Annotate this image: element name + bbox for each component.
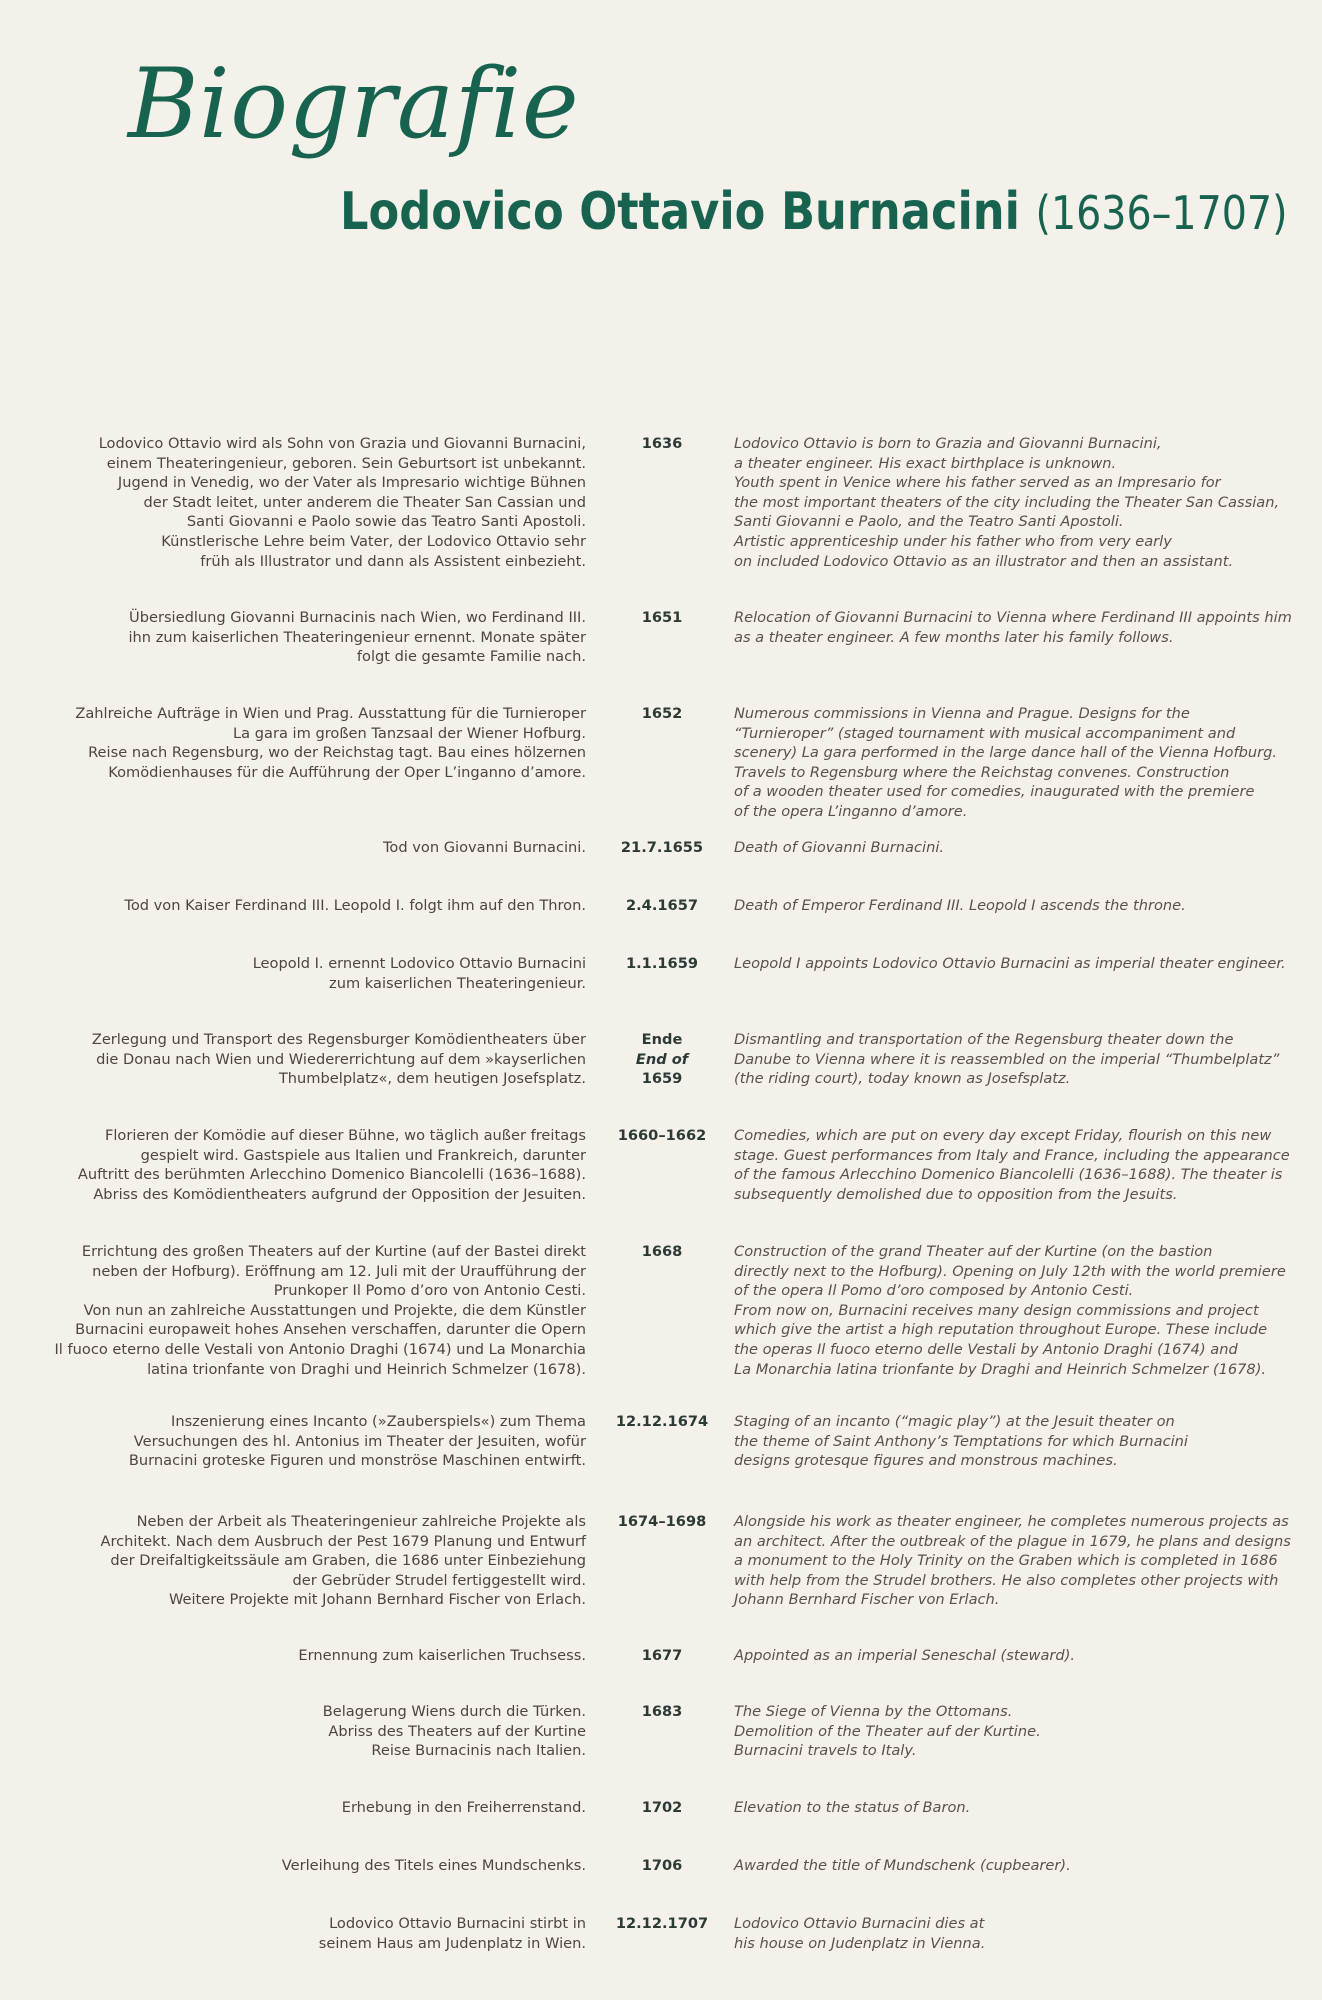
english-text-line: the most important theaters of the city including the Theater San Cassian, xyxy=(734,493,1280,511)
german-text-line: Il fuoco eterno delle Vestali von Antonio Draghi (1674) und La Monarchia xyxy=(54,1340,586,1358)
english-text-line: (the riding court), today known as Josefsplatz. xyxy=(734,1070,1071,1088)
german-text-line: Errichtung des großen Theaters auf der Kurtine (auf der Bastei direkt xyxy=(81,1243,586,1260)
english-text xyxy=(734,1412,1294,1471)
entry-date-line: 1.1.1659 xyxy=(625,955,698,972)
english-text-line: Appointed as an imperial Seneschal (steward). xyxy=(734,1647,1076,1664)
german-text xyxy=(40,1412,586,1471)
english-text-line: of the opera Il Pomo d’oro composed by Antonio Cesti. xyxy=(734,1282,1134,1300)
english-text xyxy=(734,1856,1294,1876)
german-text-line: Verleihung des Titels eines Mundschenks. xyxy=(281,1857,586,1874)
english-text-line: Comedies, which are put on every day except Friday, flourish on this new xyxy=(734,1127,1272,1144)
german-text-line: die Donau nach Wien und Wiedererrichtung auf dem »kayserlichen xyxy=(96,1050,586,1068)
english-text-line: the theme of Saint Anthony’s Temptations for which Burnacini xyxy=(734,1432,1188,1450)
german-text-line: Übersiedlung Giovanni Burnacinis nach Wien, wo Ferdinand III. xyxy=(129,609,586,626)
german-text xyxy=(40,838,586,858)
english-text-line: the operas Il fuoco eterno delle Vestali by Antonio Draghi (1674) and xyxy=(734,1340,1238,1358)
english-text-line: Numerous commissions in Vienna and Prague. Designs for the xyxy=(734,705,1190,722)
entry-date-line: Ende xyxy=(641,1031,683,1048)
german-text-line: Neben der Arbeit als Theateringenieur zahlreiche Projekte als xyxy=(136,1513,586,1530)
english-text-line: Dismantling and transportation of the Regensburg theater down the xyxy=(734,1031,1234,1048)
german-text xyxy=(40,896,586,916)
english-text-line: Death of Giovanni Burnacini. xyxy=(734,839,945,856)
german-text-line: Versuchungen des hl. Antonius im Theater der Jesuiten, wofür xyxy=(133,1432,586,1450)
subtitle-name: Lodovico Ottavio Burnacini xyxy=(340,182,1020,242)
entry-date-line: 1674–1698 xyxy=(617,1513,707,1530)
english-text-line: Burnacini travels to Italy. xyxy=(734,1742,917,1760)
german-text-line: Lodovico Ottavio Burnacini stirbt in xyxy=(329,1915,586,1932)
entry-date xyxy=(600,1512,724,1532)
entry-date-line: 1668 xyxy=(641,1243,683,1260)
entry-date xyxy=(600,608,724,628)
entry-date-line: 1660–1662 xyxy=(617,1127,707,1144)
english-text xyxy=(734,1798,1294,1818)
english-text-line: of the famous Arlecchino Domenico Biancolelli (1636–1688). The theater is xyxy=(734,1166,1283,1184)
german-text-line: Prunkoper Il Pomo d’oro von Antonio Cesti. xyxy=(273,1282,586,1300)
entry-date-line: 12.12.1707 xyxy=(615,1915,709,1932)
german-text-line: Zerlegung und Transport des Regensburger Komödientheaters über xyxy=(91,1031,586,1048)
german-text-line: Erhebung in den Freiherrenstand. xyxy=(341,1799,586,1816)
german-text-line: Ernennung zum kaiserlichen Truchsess. xyxy=(298,1647,586,1664)
german-text-line: Florieren der Komödie auf dieser Bühne, wo täglich außer freitags xyxy=(104,1127,586,1144)
english-text xyxy=(734,954,1294,974)
german-text xyxy=(40,1798,586,1818)
german-text-line: Leopold I. ernennt Lodovico Ottavio Burnacini xyxy=(252,955,586,972)
german-text xyxy=(40,1856,586,1876)
entry-date-line: 1659 xyxy=(641,1070,683,1088)
english-text xyxy=(734,1914,1294,1953)
german-text xyxy=(40,1702,586,1761)
english-text-line: Staging of an incanto (“magic play”) at the Jesuit theater on xyxy=(734,1413,1175,1430)
german-text-line: Tod von Giovanni Burnacini. xyxy=(382,839,586,856)
entry-date xyxy=(600,1646,724,1666)
english-text-line: Elevation to the status of Baron. xyxy=(734,1799,971,1816)
entry-date xyxy=(600,1856,724,1876)
german-text xyxy=(40,434,586,571)
german-text xyxy=(40,608,586,667)
german-text-line: Auftritt des berühmten Arlecchino Domenico Biancolelli (1636–1688). xyxy=(77,1166,586,1184)
entry-date-line: 1652 xyxy=(641,705,683,722)
entry-date xyxy=(600,838,724,858)
german-text-line: ihn zum kaiserlichen Theateringenieur ernennt. Monate später xyxy=(128,628,586,646)
english-text xyxy=(734,704,1294,822)
german-text-line: neben der Hofburg). Eröffnung am 12. Juli mit der Uraufführung der xyxy=(92,1262,586,1280)
english-text-line: Youth spent in Venice where his father served as an Impresario for xyxy=(734,474,1221,492)
english-text xyxy=(734,838,1294,858)
english-text-line: directly next to the Hofburg). Opening on July 12th with the world premiere xyxy=(734,1262,1286,1280)
german-text-line: Zahlreiche Aufträge in Wien und Prag. Ausstattung für die Turnieroper xyxy=(75,705,586,722)
english-text-line: “Turnieroper” (staged tournament with musical accompaniment and xyxy=(734,724,1236,742)
english-text-line: Relocation of Giovanni Burnacini to Vienna where Ferdinand III appoints him xyxy=(734,609,1292,626)
german-text-line: einem Theateringenieur, geboren. Sein Geburtsort ist unbekannt. xyxy=(106,454,586,472)
entry-date-line: 1651 xyxy=(641,609,683,626)
german-text-line: Burnacini europaweit hohes Ansehen verschaffen, darunter die Opern xyxy=(75,1321,586,1339)
english-text-line: Lodovico Ottavio Burnacini dies at xyxy=(734,1915,985,1932)
english-text-line: Johann Bernhard Fischer von Erlach. xyxy=(734,1591,1000,1609)
english-text-line: Awarded the title of Mundschenk (cupbearer). xyxy=(734,1857,1071,1874)
entry-date xyxy=(600,954,724,974)
english-text-line: a monument to the Holy Trinity on the Graben which is completed in 1686 xyxy=(734,1552,1278,1570)
english-text-line: Travels to Regensburg where the Reichstag convenes. Construction xyxy=(734,763,1230,781)
english-text-line: on included Lodovico Ottavio as an illustrator and then an assistant. xyxy=(734,552,1234,570)
german-text-line: Künstlerische Lehre beim Vater, der Lodovico Ottavio sehr xyxy=(161,532,586,550)
english-text-line: stage. Guest performances from Italy and France, including the appearance xyxy=(734,1146,1290,1164)
english-text-line: Leopold I appoints Lodovico Ottavio Burnacini as imperial theater engineer. xyxy=(734,955,1286,972)
entry-date xyxy=(600,1412,724,1432)
entry-date xyxy=(600,1798,724,1818)
german-text-line: der Dreifaltigkeitssäule am Graben, die 1686 unter Einbeziehung xyxy=(110,1552,586,1570)
german-text-line: der Gebrüder Strudel fertiggestellt wird. xyxy=(292,1571,586,1589)
page-title: Biografie xyxy=(128,48,580,160)
german-text-line: Jugend in Venedig, wo der Vater als Impresario wichtige Bühnen xyxy=(117,474,586,492)
english-text-line: designs grotesque figures and monstrous machines. xyxy=(734,1452,1118,1470)
english-text xyxy=(734,1242,1294,1379)
english-text-line: which give the artist a high reputation throughout Europe. These include xyxy=(734,1321,1268,1339)
entry-date xyxy=(600,1702,724,1722)
entry-date-line: 1636 xyxy=(641,435,683,452)
german-text-line: latina trionfante von Draghi und Heinrich Schmelzer (1678). xyxy=(147,1360,586,1378)
entry-date-line: 1683 xyxy=(641,1703,683,1720)
entry-date-line: 1677 xyxy=(641,1647,683,1664)
german-text-line: Thumbelplatz«, dem heutigen Josefsplatz. xyxy=(278,1070,586,1088)
german-text xyxy=(40,954,586,993)
english-text-line: of a wooden theater used for comedies, inaugurated with the premiere xyxy=(734,783,1255,801)
english-text-line: Death of Emperor Ferdinand III. Leopold I ascends the throne. xyxy=(734,897,1186,914)
german-text-line: Abriss des Theaters auf der Kurtine xyxy=(328,1722,586,1740)
english-text-line: Danube to Vienna where it is reassembled on the imperial “Thumbelplatz” xyxy=(734,1050,1280,1068)
german-text-line: Belagerung Wiens durch die Türken. xyxy=(322,1703,586,1720)
german-text-line: Tod von Kaiser Ferdinand III. Leopold I. folgt ihm auf den Thron. xyxy=(124,897,586,914)
english-text-line: Construction of the grand Theater auf der Kurtine (on the bastion xyxy=(734,1243,1213,1260)
german-text-line: Abriss des Komödientheaters aufgrund der Opposition der Jesuiten. xyxy=(93,1185,586,1203)
english-text-line: of the opera L’inganno d’amore. xyxy=(734,802,968,820)
entry-date-line: 12.12.1674 xyxy=(615,1413,709,1430)
english-text-line: The Siege of Vienna by the Ottomans. xyxy=(734,1703,1013,1720)
english-text xyxy=(734,1702,1294,1761)
german-text xyxy=(40,1242,586,1379)
german-text-line: Reise Burnacinis nach Italien. xyxy=(371,1742,586,1760)
german-text-line: früh als Illustrator und dann als Assistent einbezieht. xyxy=(200,552,586,570)
english-text-line: subsequently demolished due to opposition from the Jesuits. xyxy=(734,1185,1178,1203)
english-text-line: as a theater engineer. A few months later his family follows. xyxy=(734,628,1174,646)
german-text-line: gespielt wird. Gastspiele aus Italien und Frankreich, darunter xyxy=(140,1146,586,1164)
german-text xyxy=(40,1914,586,1953)
entry-date xyxy=(600,434,724,454)
entry-date-line: 21.7.1655 xyxy=(620,839,704,856)
german-text-line: Santi Giovanni e Paolo sowie das Teatro Santi Apostoli. xyxy=(186,513,586,531)
english-text xyxy=(734,1512,1294,1610)
english-text xyxy=(734,434,1294,571)
english-text-line: Alongside his work as theater engineer, he completes numerous projects as xyxy=(734,1513,1289,1530)
entry-date xyxy=(600,896,724,916)
english-text xyxy=(734,1646,1294,1666)
german-text xyxy=(40,704,586,782)
entry-date-line: End of xyxy=(635,1050,689,1068)
english-text-line: an architect. After the outbreak of the plague in 1679, he plans and designs xyxy=(734,1532,1291,1550)
entry-date xyxy=(600,1242,724,1262)
german-text-line: der Stadt leitet, unter anderem die Theater San Cassian und xyxy=(143,493,586,511)
german-text-line: Burnacini groteske Figuren und monströse Maschinen entwirft. xyxy=(128,1452,586,1470)
german-text-line: Architekt. Nach dem Ausbruch der Pest 1679 Planung und Entwurf xyxy=(100,1532,586,1550)
german-text-line: Lodovico Ottavio wird als Sohn von Grazia und Giovanni Burnacini, xyxy=(98,435,586,452)
german-text-line: folgt die gesamte Familie nach. xyxy=(356,648,586,666)
english-text-line: Lodovico Ottavio is born to Grazia and Giovanni Burnacini, xyxy=(734,435,1162,452)
german-text-line: Weitere Projekte mit Johann Bernhard Fischer von Erlach. xyxy=(168,1591,586,1609)
english-text xyxy=(734,896,1294,916)
english-text-line: his house on Judenplatz in Vienna. xyxy=(734,1934,986,1952)
entry-date-line: 1706 xyxy=(641,1857,683,1874)
english-text xyxy=(734,608,1294,647)
english-text-line: a theater engineer. His exact birthplace is unknown. xyxy=(734,454,1117,472)
entry-date xyxy=(600,1126,724,1146)
german-text-line: seinem Haus am Judenplatz in Wien. xyxy=(318,1934,586,1952)
entry-date xyxy=(600,1914,724,1934)
english-text xyxy=(734,1030,1294,1089)
entry-date xyxy=(600,704,724,724)
english-text-line: Santi Giovanni e Paolo, and the Teatro Santi Apostoli. xyxy=(734,513,1124,531)
english-text-line: Artistic apprenticeship under his father who from very early xyxy=(734,532,1172,550)
english-text-line: scenery) La gara performed in the large dance hall of the Vienna Hofburg. xyxy=(734,744,1278,762)
german-text-line: Reise nach Regensburg, wo der Reichstag tagt. Bau eines hölzernen xyxy=(88,744,586,762)
german-text-line: La gara im großen Tanzsaal der Wiener Hofburg. xyxy=(233,724,586,742)
entry-date xyxy=(600,1030,724,1089)
entry-date-line: 1702 xyxy=(641,1799,683,1816)
english-text-line: La Monarchia latina trionfante by Draghi and Heinrich Schmelzer (1678). xyxy=(734,1360,1267,1378)
english-text xyxy=(734,1126,1294,1204)
german-text xyxy=(40,1512,586,1610)
german-text xyxy=(40,1030,586,1089)
german-text xyxy=(40,1126,586,1204)
german-text-line: Komödienhauses für die Aufführung der Oper L’inganno d’amore. xyxy=(108,763,586,781)
entry-date-line: 2.4.1657 xyxy=(625,897,698,914)
german-text-line: zum kaiserlichen Theateringenieur. xyxy=(329,974,586,992)
english-text-line: Demolition of the Theater auf der Kurtine. xyxy=(734,1722,1041,1740)
subtitle-years: (1636–1707) xyxy=(1035,186,1288,240)
english-text-line: From now on, Burnacini receives many design commissions and project xyxy=(734,1301,1259,1319)
english-text-line: with help from the Strudel brothers. He also completes other projects with xyxy=(734,1571,1279,1589)
german-text-line: Inszenierung eines Incanto (»Zauberspiels«) zum Thema xyxy=(171,1413,586,1430)
german-text-line: Von nun an zahlreiche Ausstattungen und Projekte, die dem Künstler xyxy=(83,1301,586,1319)
german-text xyxy=(40,1646,586,1666)
